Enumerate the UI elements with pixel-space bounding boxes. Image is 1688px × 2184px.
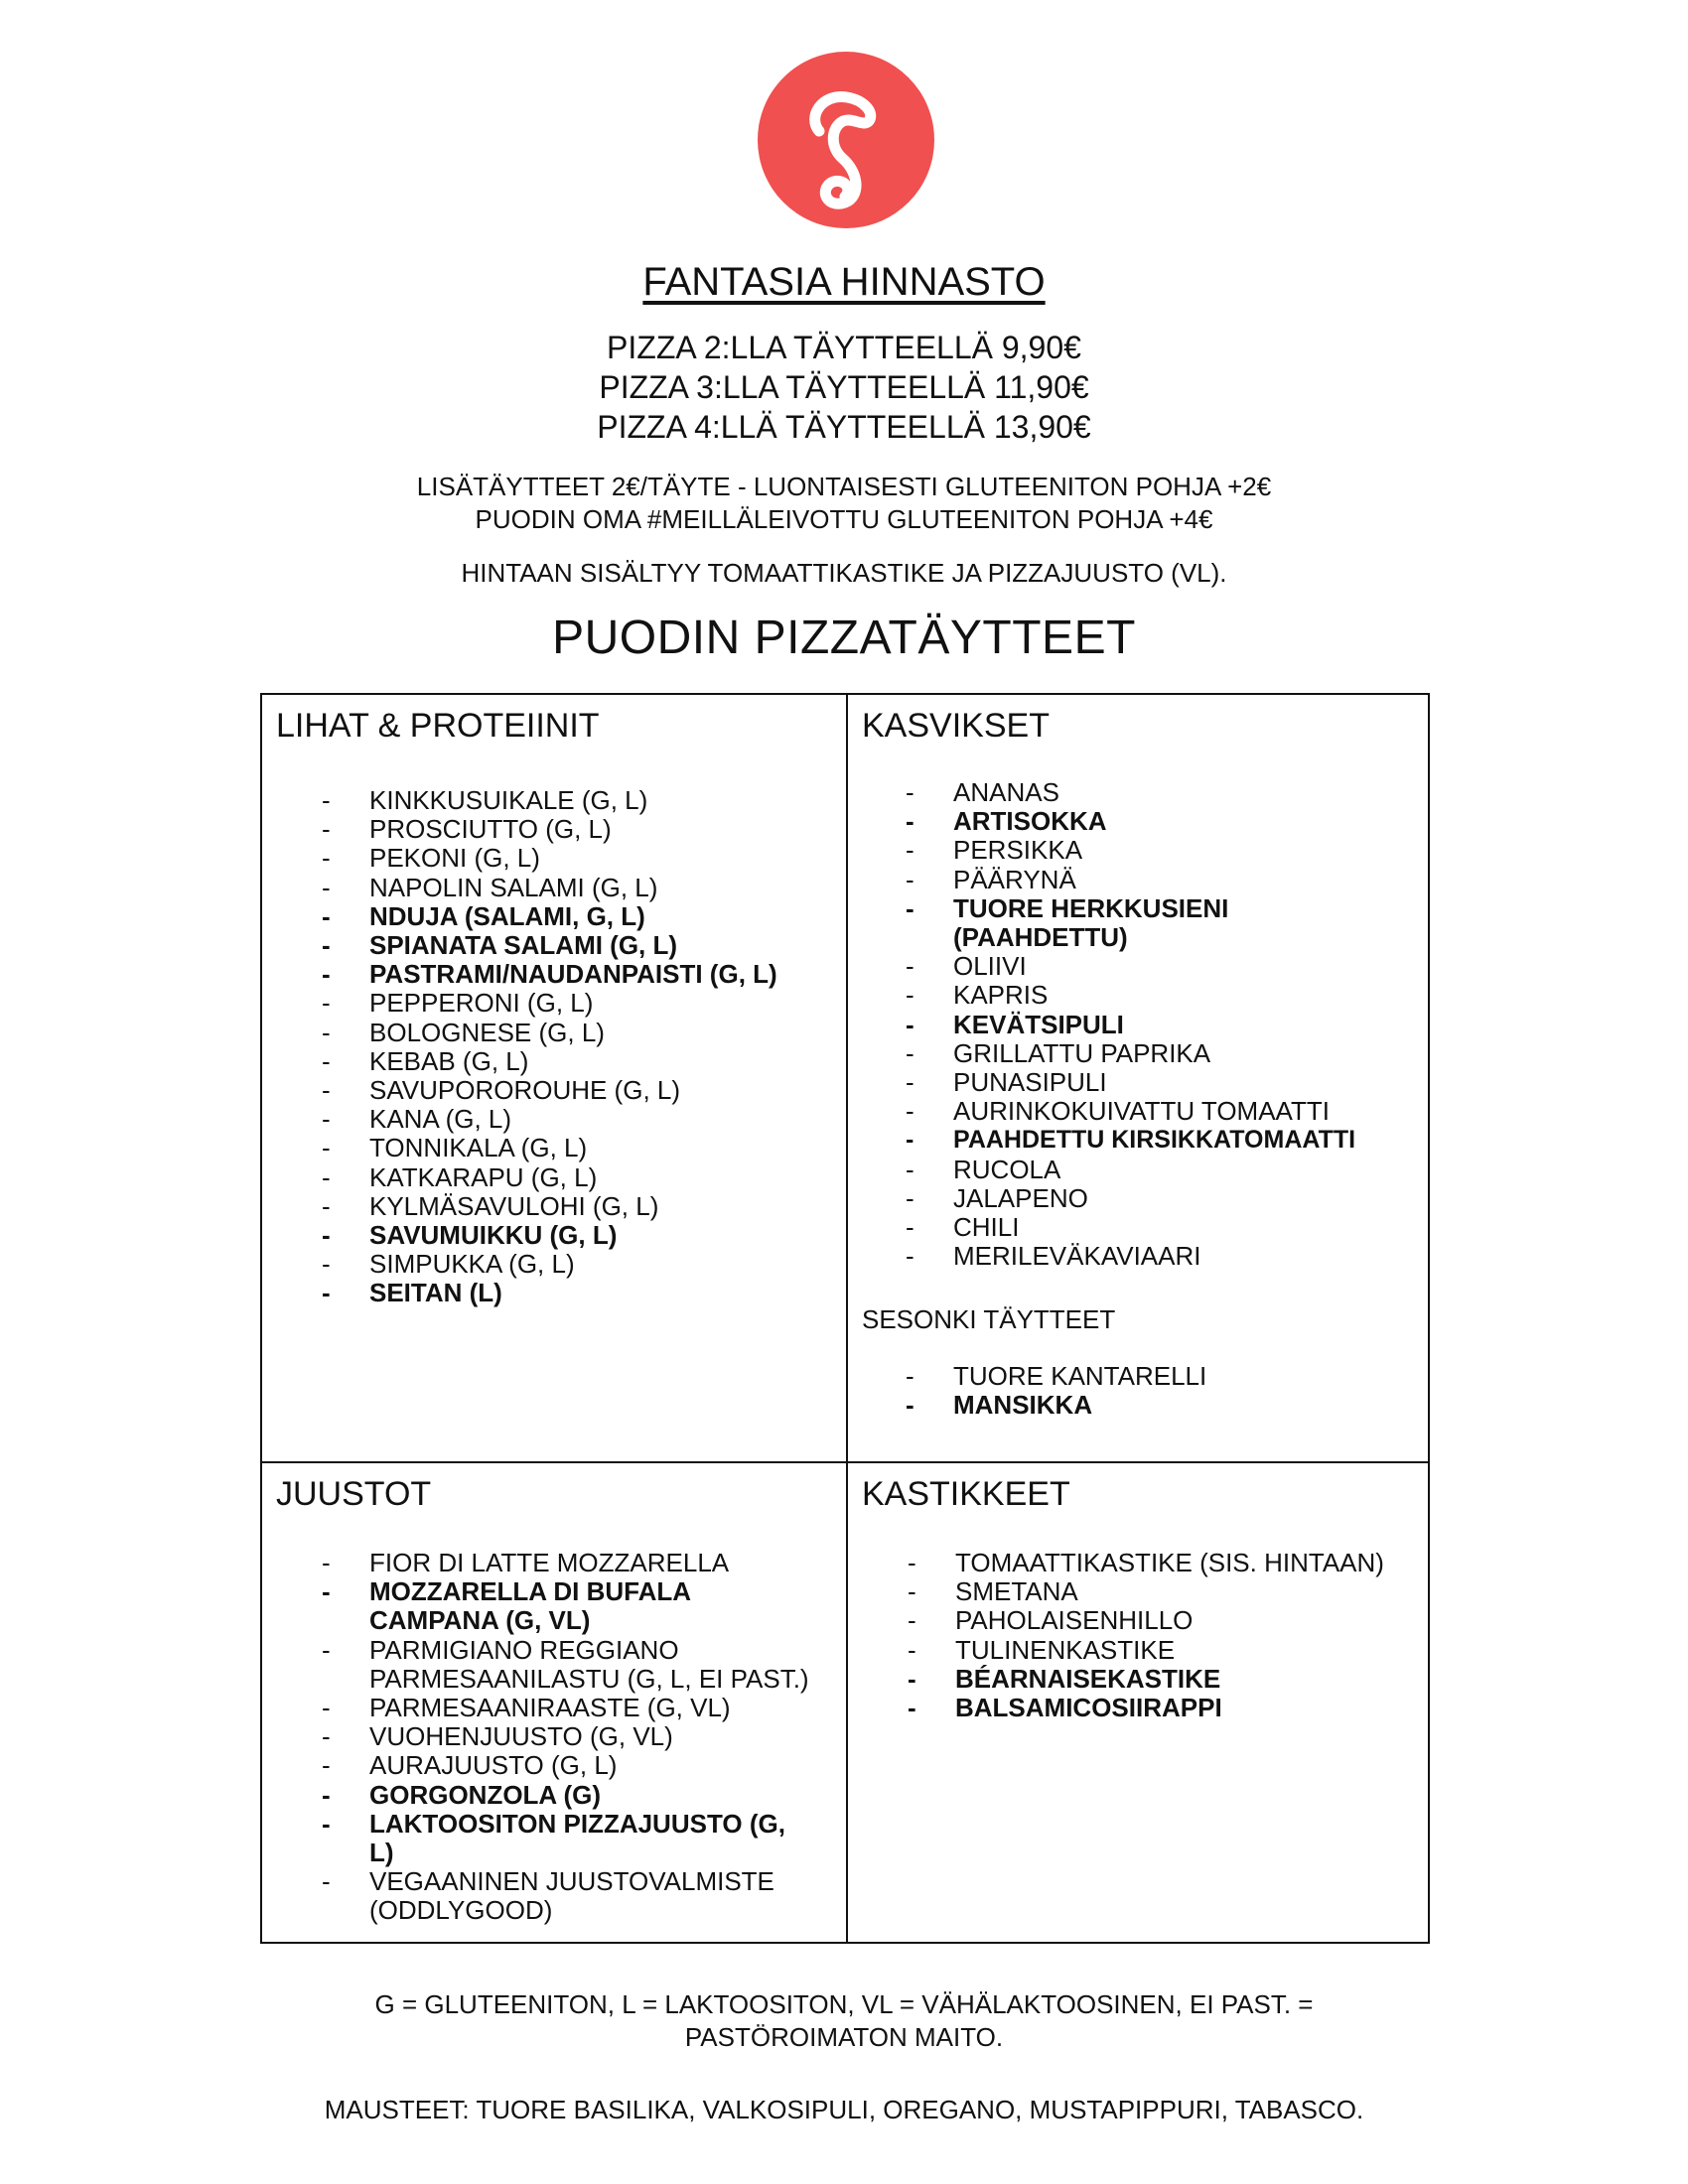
spices-note: MAUSTEET: TUORE BASILIKA, VALKOSIPULI, OREGANO, MUSTAPIPPURI, TABASCO. — [324, 2095, 1364, 2124]
toppings-table — [260, 693, 1430, 1944]
list-item: - SAVUMUIKKU (G, L) — [262, 1221, 846, 1250]
list-item: - NAPOLIN SALAMI (G, L) — [262, 874, 846, 902]
list-item: - BALSAMICOSIIRAPPI — [848, 1694, 1428, 1722]
list-item: - JALAPENO — [848, 1184, 1428, 1213]
price-line: PIZZA 4:LLÄ TÄYTTEELLÄ 13,90€ — [597, 409, 1091, 445]
list-item: - PERSIKKA — [848, 836, 1428, 865]
list-item: - TUORE HERKKUSIENI (PAAHDETTU) — [848, 894, 1428, 952]
vegetables-list — [848, 778, 1428, 1271]
list-item: - LAKTOOSITON PIZZAJUUSTO (G, L) — [262, 1810, 846, 1867]
price-line: PIZZA 3:LLA TÄYTTEELLÄ 11,90€ — [599, 369, 1089, 405]
meats-list — [262, 786, 846, 1308]
allergen-legend: G = GLUTEENITON, L = LAKTOOSITON, VL = VÄHÄLAKTOOSINEN, EI PAST. = PASTÖROIMATON MAITO. — [374, 1989, 1314, 2052]
list-item: - RUCOLA — [848, 1156, 1428, 1184]
list-item: - SMETANA — [848, 1577, 1428, 1606]
price-list — [0, 328, 1688, 447]
list-item: - BÉARNAISEKASTIKE — [848, 1665, 1428, 1694]
season-list — [848, 1362, 1428, 1420]
list-item: - AURINKOKUIVATTU TOMAATTI — [848, 1097, 1428, 1126]
list-item: - PARMIGIANO REGGIANO PARMESAANILASTU (G, L, EI PAST.) — [262, 1636, 846, 1694]
cheeses-list — [262, 1549, 846, 1926]
list-item: - MOZZARELLA DI BUFALA CAMPANA (G, VL) — [262, 1577, 846, 1635]
price-line: PIZZA 2:LLA TÄYTTEELLÄ 9,90€ — [607, 330, 1081, 365]
list-item: - SPIANATA SALAMI (G, L) — [262, 931, 846, 960]
included-note: HINTAAN SISÄLTYY TOMAATTIKASTIKE JA PIZZAJUUSTO (VL). — [461, 558, 1227, 588]
list-item: - KEVÄTSIPULI — [848, 1011, 1428, 1039]
list-item: - SIMPUKKA (G, L) — [262, 1250, 846, 1279]
list-item: - PAHOLAISENHILLO — [848, 1606, 1428, 1635]
list-item: - KANA (G, L) — [262, 1105, 846, 1134]
cheeses-cell — [262, 1463, 846, 1942]
list-item: - KYLMÄSAVULOHI (G, L) — [262, 1192, 846, 1221]
list-item: - PUNASIPULI — [848, 1068, 1428, 1097]
list-item: - AURAJUUSTO (G, L) — [262, 1751, 846, 1780]
list-item: - VEGAANINEN JUUSTOVALMISTE (ODDLYGOOD) — [262, 1867, 846, 1925]
list-item: - TONNIKALA (G, L) — [262, 1134, 846, 1162]
list-item: - SEITAN (L) — [262, 1279, 846, 1307]
sauces-title: KASTIKKEET — [862, 1475, 1070, 1513]
list-item: - TOMAATTIKASTIKE (SIS. HINTAAN) — [848, 1549, 1428, 1577]
list-item: - OLIIVI — [848, 952, 1428, 981]
list-item: - KEBAB (G, L) — [262, 1047, 846, 1076]
page-title: FANTASIA HINNASTO — [642, 260, 1046, 304]
vegetables-title: KASVIKSET — [862, 707, 1050, 745]
list-item: - PAAHDETTU KIRSIKKATOMAATTI — [848, 1126, 1428, 1155]
list-item: - FIOR DI LATTE MOZZARELLA — [262, 1549, 846, 1577]
extras-line: LISÄTÄYTTEET 2€/TÄYTE - LUONTAISESTI GLUTEENITON POHJA +2€ — [416, 472, 1272, 501]
meats-cell — [262, 695, 846, 1461]
list-item: - MERILEVÄKAVIAARI — [848, 1242, 1428, 1271]
list-item: - PEKONI (G, L) — [262, 844, 846, 873]
vegetables-cell — [848, 695, 1428, 1461]
list-item: - SAVUPOROROUHE (G, L) — [262, 1076, 846, 1105]
list-item: - MANSIKKA — [848, 1391, 1428, 1420]
extras-line: PUODIN OMA #MEILLÄLEIVOTTU GLUTEENITON POHJA +4€ — [475, 504, 1213, 534]
logo-s-icon — [758, 52, 934, 228]
list-item: - TUORE KANTARELLI — [848, 1362, 1428, 1391]
list-item: - CHILI — [848, 1213, 1428, 1242]
sauces-list — [848, 1549, 1428, 1722]
list-item: - KATKARAPU (G, L) — [262, 1163, 846, 1192]
list-item: - KAPRIS — [848, 981, 1428, 1010]
section-heading: PUODIN PIZZATÄYTTEET — [552, 612, 1136, 664]
list-item: - ANANAS — [848, 778, 1428, 807]
list-item: - PASTRAMI/NAUDANPAISTI (G, L) — [262, 960, 846, 989]
list-item: - BOLOGNESE (G, L) — [262, 1019, 846, 1047]
list-item: - KINKKUSUIKALE (G, L) — [262, 786, 846, 815]
meats-title: LIHAT & PROTEIINIT — [276, 707, 600, 745]
list-item: - PARMESAANIRAASTE (G, VL) — [262, 1694, 846, 1722]
list-item: - ARTISOKKA — [848, 807, 1428, 836]
list-item: - GRILLATTU PAPRIKA — [848, 1039, 1428, 1068]
list-item: - VUOHENJUUSTO (G, VL) — [262, 1722, 846, 1751]
list-item: - TULINENKASTIKE — [848, 1636, 1428, 1665]
list-item: - PEPPERONI (G, L) — [262, 989, 846, 1018]
list-item: - GORGONZOLA (G) — [262, 1781, 846, 1810]
sauces-cell — [848, 1463, 1428, 1942]
extras-info — [0, 471, 1688, 536]
list-item: - PÄÄRYNÄ — [848, 866, 1428, 894]
list-item: - NDUJA (SALAMI, G, L) — [262, 902, 846, 931]
season-title: SESONKI TÄYTTEET — [862, 1304, 1116, 1334]
list-item: - PROSCIUTTO (G, L) — [262, 815, 846, 844]
cheeses-title: JUUSTOT — [276, 1475, 432, 1513]
